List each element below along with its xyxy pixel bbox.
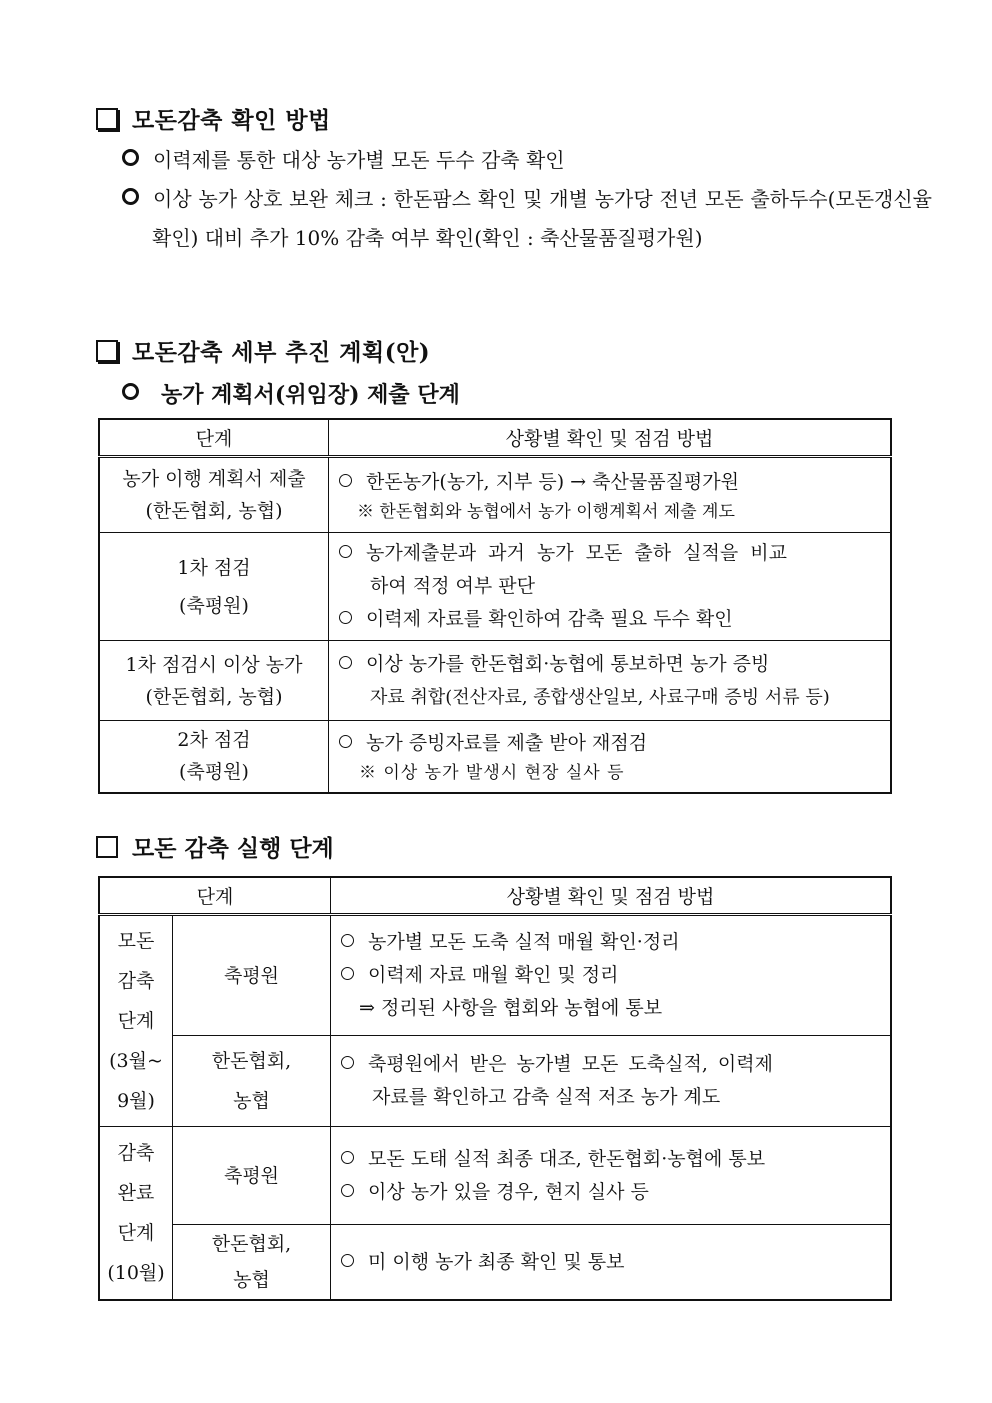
method-cell: 미 이행 농가 최종 확인 및 통보 [331,1225,892,1301]
section2-subheading: 농가 계획서(위임장) 제출 단계 [122,378,460,409]
circle-bullet-icon [341,934,354,947]
header-method: 상황별 확인 및 점검 방법 [331,877,892,915]
phase-cell: 감축 완료 단계 (10월) [99,1127,173,1301]
stage-cell: 1차 점검시 이상 농가 (한돈협회, 농협) [99,641,329,721]
circle-bullet-icon [339,545,352,558]
execution-table [98,876,892,1301]
table-row [99,641,891,721]
org-cell: 한돈협회, 농협 [173,1225,331,1301]
stage-cell: 농가 이행 계획서 제출 (한돈협회, 농협) [99,457,329,533]
table-row [99,721,891,793]
ring-bullet-icon [122,383,139,400]
method-cell: 한돈농가(농가, 지부 등) → 축산물품질평가원 ※ 한돈협회와 농협에서 농가 이행계획서 제출 계도 [329,457,892,533]
org-cell: 축평원 [173,915,331,1036]
circle-bullet-icon [339,735,352,748]
table-row [99,1036,891,1127]
circle-bullet-icon [341,1254,354,1267]
square-bullet-icon [96,340,118,362]
section1-bullet-2: 이상 농가 상호 보완 체크 : 한돈팜스 확인 및 개별 농가당 전년 모돈 출하두수(모돈갱신율 확인) 대비 추가 10% 감축 여부 확인(확인 : 축산물품질평가원) [122,180,932,258]
table-row [99,915,891,1036]
ring-bullet-icon [122,149,139,166]
table-row [99,533,891,641]
method-cell: 농가 증빙자료를 제출 받아 재점검 ※ 이상 농가 발생시 현장 실사 등 [329,721,892,793]
table-header-row [99,877,891,915]
section3-heading: 모돈 감축 실행 단계 [96,830,334,863]
phase-cell: 모돈 감축 단계 (3월~ 9월) [99,915,173,1127]
circle-bullet-icon [341,1151,354,1164]
method-cell: 농가제출분과 과거 농가 모돈 출하 실적을 비교 하여 적정 여부 판단 이력제 자료를 확인하여 감축 필요 두수 확인 [329,533,892,641]
method-cell: 모돈 도태 실적 최종 대조, 한돈협회·농협에 통보 이상 농가 있을 경우, 현지 실사 등 [331,1127,892,1225]
ring-bullet-icon [122,188,139,205]
circle-bullet-icon [341,1184,354,1197]
square-bullet-icon [96,836,118,858]
circle-bullet-icon [341,1056,354,1069]
table-row [99,1225,891,1301]
org-cell: 한돈협회, 농협 [173,1036,331,1127]
square-bullet-icon [96,108,118,130]
table-row [99,1127,891,1225]
circle-bullet-icon [339,611,352,624]
table-header-row [99,419,891,457]
circle-bullet-icon [341,967,354,980]
stage-cell: 1차 점검 (축평원) [99,533,329,641]
circle-bullet-icon [339,474,352,487]
section1-heading: 모돈감축 확인 방법 [96,102,331,135]
header-stage: 단계 [99,877,331,915]
section2-heading: 모돈감축 세부 추진 계획(안) [96,334,430,367]
org-cell: 축평원 [173,1127,331,1225]
plan-submission-table [98,418,892,794]
header-stage: 단계 [99,419,329,457]
stage-cell: 2차 점검 (축평원) [99,721,329,793]
method-cell: 농가별 모돈 도축 실적 매월 확인·정리 이력제 자료 매월 확인 및 정리 ⇒ 정리된 사항을 협회와 농협에 통보 [331,915,892,1036]
header-method: 상황별 확인 및 점검 방법 [329,419,892,457]
method-cell: 이상 농가를 한돈협회·농협에 통보하면 농가 증빙 자료 취합(전산자료, 종합생산일보, 사료구매 증빙 서류 등) [329,641,892,721]
section1-bullet-1: 이력제를 통한 대상 농가별 모돈 두수 감축 확인 [122,141,902,180]
table-row [99,457,891,533]
method-cell: 축평원에서 받은 농가별 모돈 도축실적, 이력제 자료를 확인하고 감축 실적 저조 농가 계도 [331,1036,892,1127]
circle-bullet-icon [339,656,352,669]
